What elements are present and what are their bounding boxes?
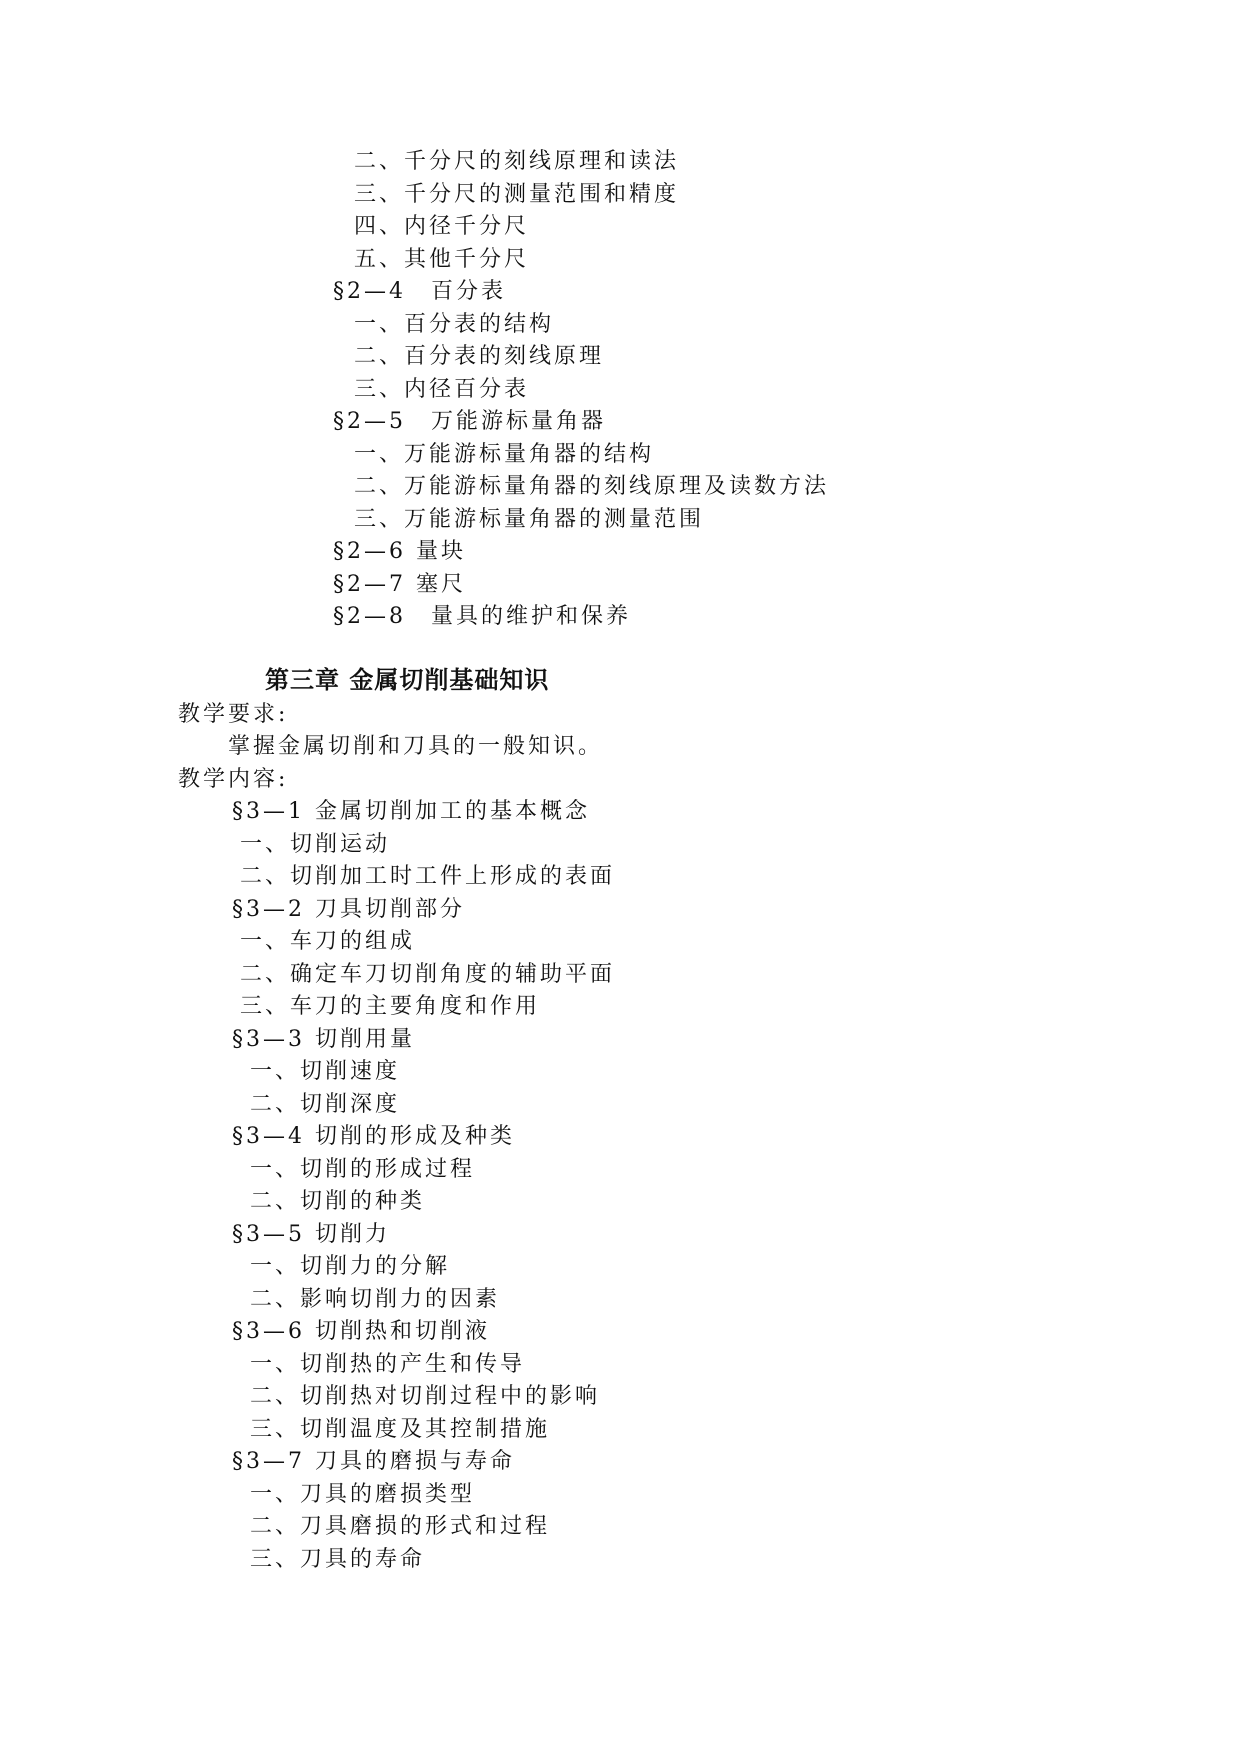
section-heading: §3—6 切削热和切削液 [232, 1319, 490, 1344]
outline-item: 二、万能游标量角器的刻线原理及读数方法 [354, 474, 830, 499]
outline-item: 三、车刀的主要角度和作用 [240, 994, 541, 1019]
section-heading: §3—7 刀具的磨损与寿命 [232, 1449, 515, 1474]
outline-item: 三、万能游标量角器的测量范围 [354, 507, 705, 532]
requirements-text: 掌握金属切削和刀具的一般知识。 [228, 734, 604, 759]
outline-item: 一、切削运动 [240, 832, 391, 857]
outline-item: 三、刀具的寿命 [250, 1547, 426, 1572]
content-label: 教学内容: [178, 767, 289, 792]
outline-item: 一、万能游标量角器的结构 [354, 442, 655, 467]
requirements-label: 教学要求: [178, 702, 289, 727]
outline-item: 三、千分尺的测量范围和精度 [354, 182, 680, 207]
section-heading: §3—2 刀具切削部分 [232, 897, 465, 922]
section-heading: §2—8 量具的维护和保养 [333, 604, 631, 629]
section-heading: §3—1 金属切削加工的基本概念 [232, 799, 590, 824]
chapter-title: 第三章 金属切削基础知识 [265, 666, 550, 694]
outline-item: 二、刀具磨损的形式和过程 [250, 1514, 551, 1539]
outline-item: 一、刀具的磨损类型 [250, 1482, 476, 1507]
section-heading: §2—6 量块 [333, 539, 466, 564]
outline-item: 二、百分表的刻线原理 [354, 344, 605, 369]
outline-item: 二、切削的种类 [250, 1189, 426, 1214]
outline-item: 二、切削加工时工件上形成的表面 [240, 864, 616, 889]
section-heading: §2—7 塞尺 [333, 572, 466, 597]
outline-item: 一、百分表的结构 [354, 312, 555, 337]
outline-item: 一、切削力的分解 [250, 1254, 451, 1279]
outline-item: 二、千分尺的刻线原理和读法 [354, 149, 680, 174]
section-heading: §3—4 切削的形成及种类 [232, 1124, 515, 1149]
outline-item: 三、切削温度及其控制措施 [250, 1417, 551, 1442]
section-heading: §2—4 百分表 [333, 279, 506, 304]
outline-item: 二、确定车刀切削角度的辅助平面 [240, 962, 616, 987]
outline-item: 一、车刀的组成 [240, 929, 416, 954]
section-heading: §3—3 切削用量 [232, 1027, 415, 1052]
section-heading: §2—5 万能游标量角器 [333, 409, 606, 434]
outline-item: 一、切削热的产生和传导 [250, 1352, 526, 1377]
outline-item: 五、其他千分尺 [354, 247, 530, 272]
outline-item: 一、切削速度 [250, 1059, 401, 1084]
outline-item: 二、影响切削力的因素 [250, 1287, 501, 1312]
outline-item: 二、切削深度 [250, 1092, 401, 1117]
section-heading: §3—5 切削力 [232, 1222, 390, 1247]
outline-item: 三、内径百分表 [354, 377, 530, 402]
outline-item: 二、切削热对切削过程中的影响 [250, 1384, 601, 1409]
outline-item: 四、内径千分尺 [354, 214, 530, 239]
outline-item: 一、切削的形成过程 [250, 1157, 476, 1182]
